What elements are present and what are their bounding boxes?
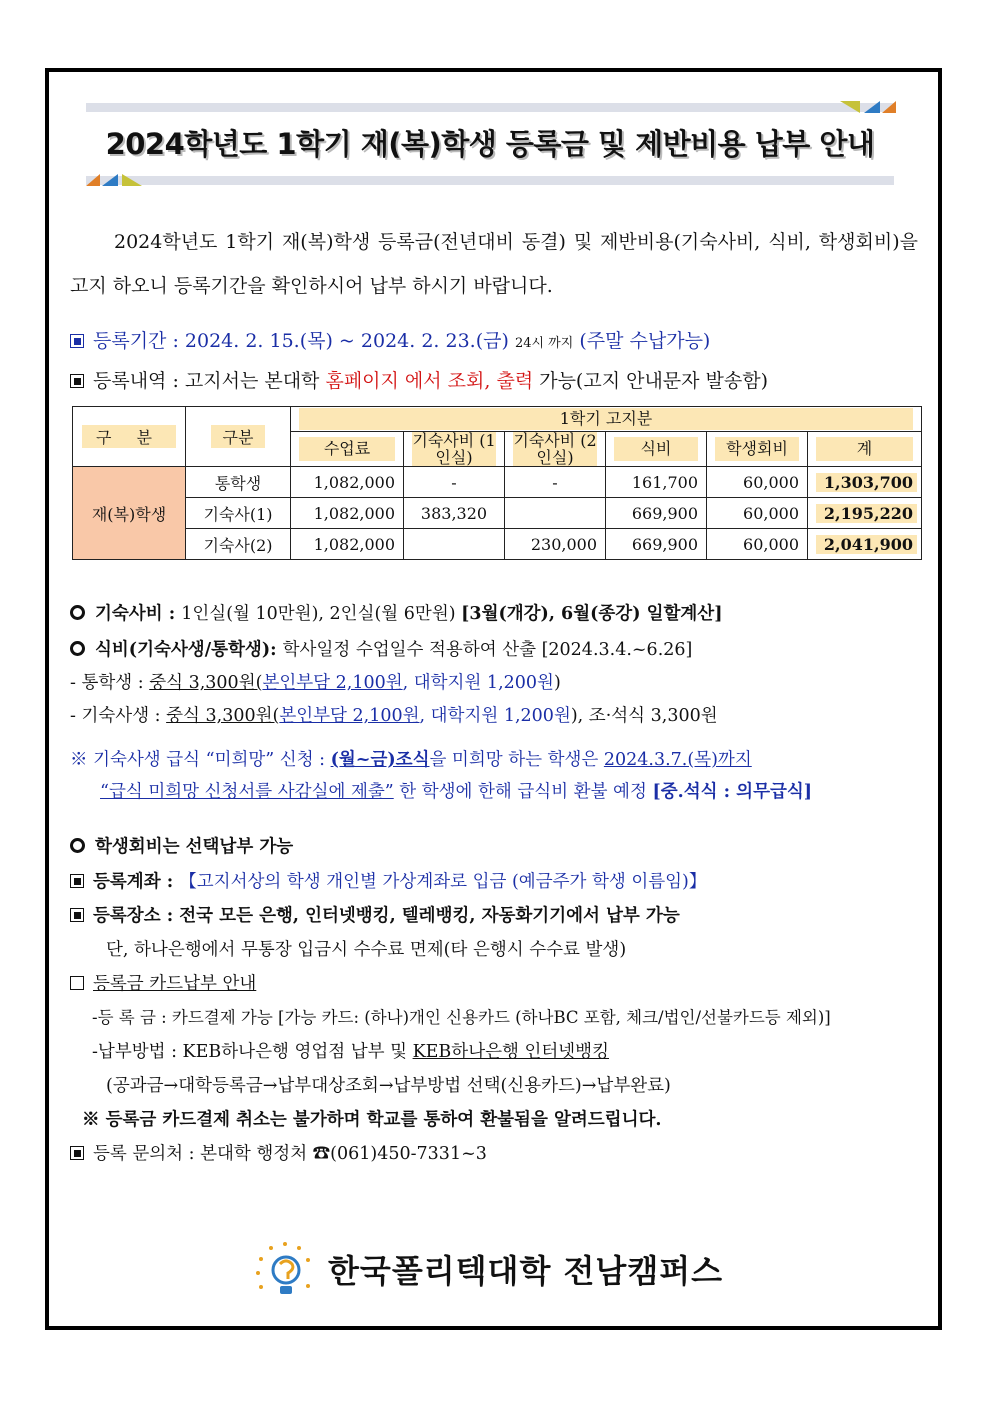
period-time: 24시 까지 (514, 336, 574, 351)
card-payment-title: 등록금 카드납부 안내 (70, 970, 256, 995)
table-row: 재(복)학생 통학생 1,082,000 - - 161,700 60,000 1,303,700 (73, 467, 922, 498)
contact-note: 등록 문의처 : 본대학 행정처 ☎(061)450-7331~3 (70, 1140, 487, 1165)
dorm-fee-note: 기숙사비 : 1인실(월 10만원), 2인실(월 6만원) [3월(개강), 6월(종강) 일할계산] (70, 600, 722, 625)
circle-bullet-icon (70, 641, 85, 656)
top-right-decoration (840, 101, 896, 113)
header-dorm1: 기숙사비 (1인실) (404, 432, 505, 467)
category-cell: 재(복)학생 (73, 467, 186, 560)
bottom-left-decoration (86, 174, 142, 186)
commuter-meal-note: - 통학생 : 중식 3,300원(본인부담 2,100원, 대학지원 1,200원) (70, 673, 561, 693)
card-line-1: -등 록 금 : 카드결제 가능 [가능 카드: (하나)개인 신용카드 (하나BC 포함, 체크/법인/선불카드등 제외)] (92, 1008, 831, 1027)
card-line-4: ※ 등록금 카드결제 취소는 불가하며 학교를 통하여 환불됨을 알려드립니다. (82, 1110, 662, 1130)
student-council-note: 학생회비는 선택납부 가능 (70, 833, 293, 858)
title-top-bar (86, 103, 894, 112)
place-subnote: 단, 하나은행에서 무통장 입금시 수수료 면제(타 은행시 수수료 발생) (106, 940, 627, 960)
group-header: 1학기 고지분 (291, 407, 922, 432)
homepage-note: 홈페이지 에서 조회, 출력 (325, 370, 534, 392)
weekend-note: (주말 수납가능) (579, 330, 711, 352)
intro-paragraph: 2024학년도 1학기 재(복)학생 등록금(전년대비 동결) 및 제반비용(기숙사비, 식비, 학생회비)을 고지 하오니 등록기간을 확인하시어 납부 하시기 바랍니다. (70, 231, 918, 297)
header-dorm2: 기숙사비 (2인실) (505, 432, 606, 467)
header-total: 계 (808, 432, 922, 467)
place-note: 등록장소 : 전국 모든 은행, 인터넷뱅킹, 텔레뱅킹, 자동화기기에서 납부 가능 (70, 902, 680, 927)
col-type-header: 구분 (186, 407, 291, 467)
registration-details: 등록내역 : 고지서는 본대학 홈페이지 에서 조회, 출력 가능(고지 안내문자 발송함) (70, 366, 768, 393)
col-category-header: 구 분 (73, 407, 186, 467)
fee-table (72, 406, 922, 560)
header-tuition: 수업료 (291, 432, 404, 467)
meal-fee-note: 식비(기숙사생/통학생): 학사일정 수업일수 적용하여 산출 [2024.3.4.~6.26] (70, 636, 692, 661)
square-bullet-icon (70, 1146, 84, 1160)
square-bullet-icon (70, 976, 84, 990)
square-bullet-icon (70, 334, 84, 348)
circle-bullet-icon (70, 838, 85, 853)
polytech-logo-icon (250, 1238, 320, 1308)
table-row: 기숙사(2) 1,082,000 230,000 669,900 60,000 2,041,900 (73, 529, 922, 560)
registration-period (70, 326, 710, 353)
header-meal: 식비 (606, 432, 707, 467)
dormer-meal-note: - 기숙사생 : 중식 3,300원(본인부담 2,100원, 대학지원 1,200원), 조·석식 3,300원 (70, 706, 718, 726)
card-line-2: -납부방법 : KEB하나은행 영업점 납부 및 KEB하나은행 인터넷뱅킹 (92, 1042, 609, 1062)
page-title: 2024학년도 1학기 재(복)학생 등록금 및 제반비용 납부 안내 (105, 127, 875, 161)
college-logo-text: 한국폴리텍대학 전남캠퍼스 (328, 1252, 724, 1290)
meal-optout-note-2: “급식 미희망 신청서를 사감실에 제출” 한 학생에 한해 급식비 환불 예정 [중.석식 : 의무급식] (100, 782, 813, 802)
title-bottom-bar (86, 176, 894, 185)
circle-bullet-icon (70, 605, 85, 620)
period-label: 등록기간 : 2024. 2. 15.(목) ~ 2024. 2. 23.(금) (93, 330, 509, 352)
meal-optout-note: ※ 기숙사생 급식 “미희망” 신청 : (월~금)조식을 미희망 하는 학생은 2024.3.7.(목)까지 (70, 750, 752, 770)
square-bullet-icon (70, 374, 84, 388)
square-bullet-icon (70, 874, 84, 888)
square-bullet-icon (70, 908, 84, 922)
header-council: 학생회비 (707, 432, 808, 467)
table-row: 기숙사(1) 1,082,000 383,320 669,900 60,000 2,195,220 (73, 498, 922, 529)
card-line-3: (공과금→대학등록금→납부대상조회→납부방법 선택(신용카드)→납부완료) (106, 1076, 671, 1096)
account-note: 등록계좌 : 【고지서상의 학생 개인별 가상계좌로 입금 (예금주가 학생 이름임)】 (70, 868, 706, 893)
